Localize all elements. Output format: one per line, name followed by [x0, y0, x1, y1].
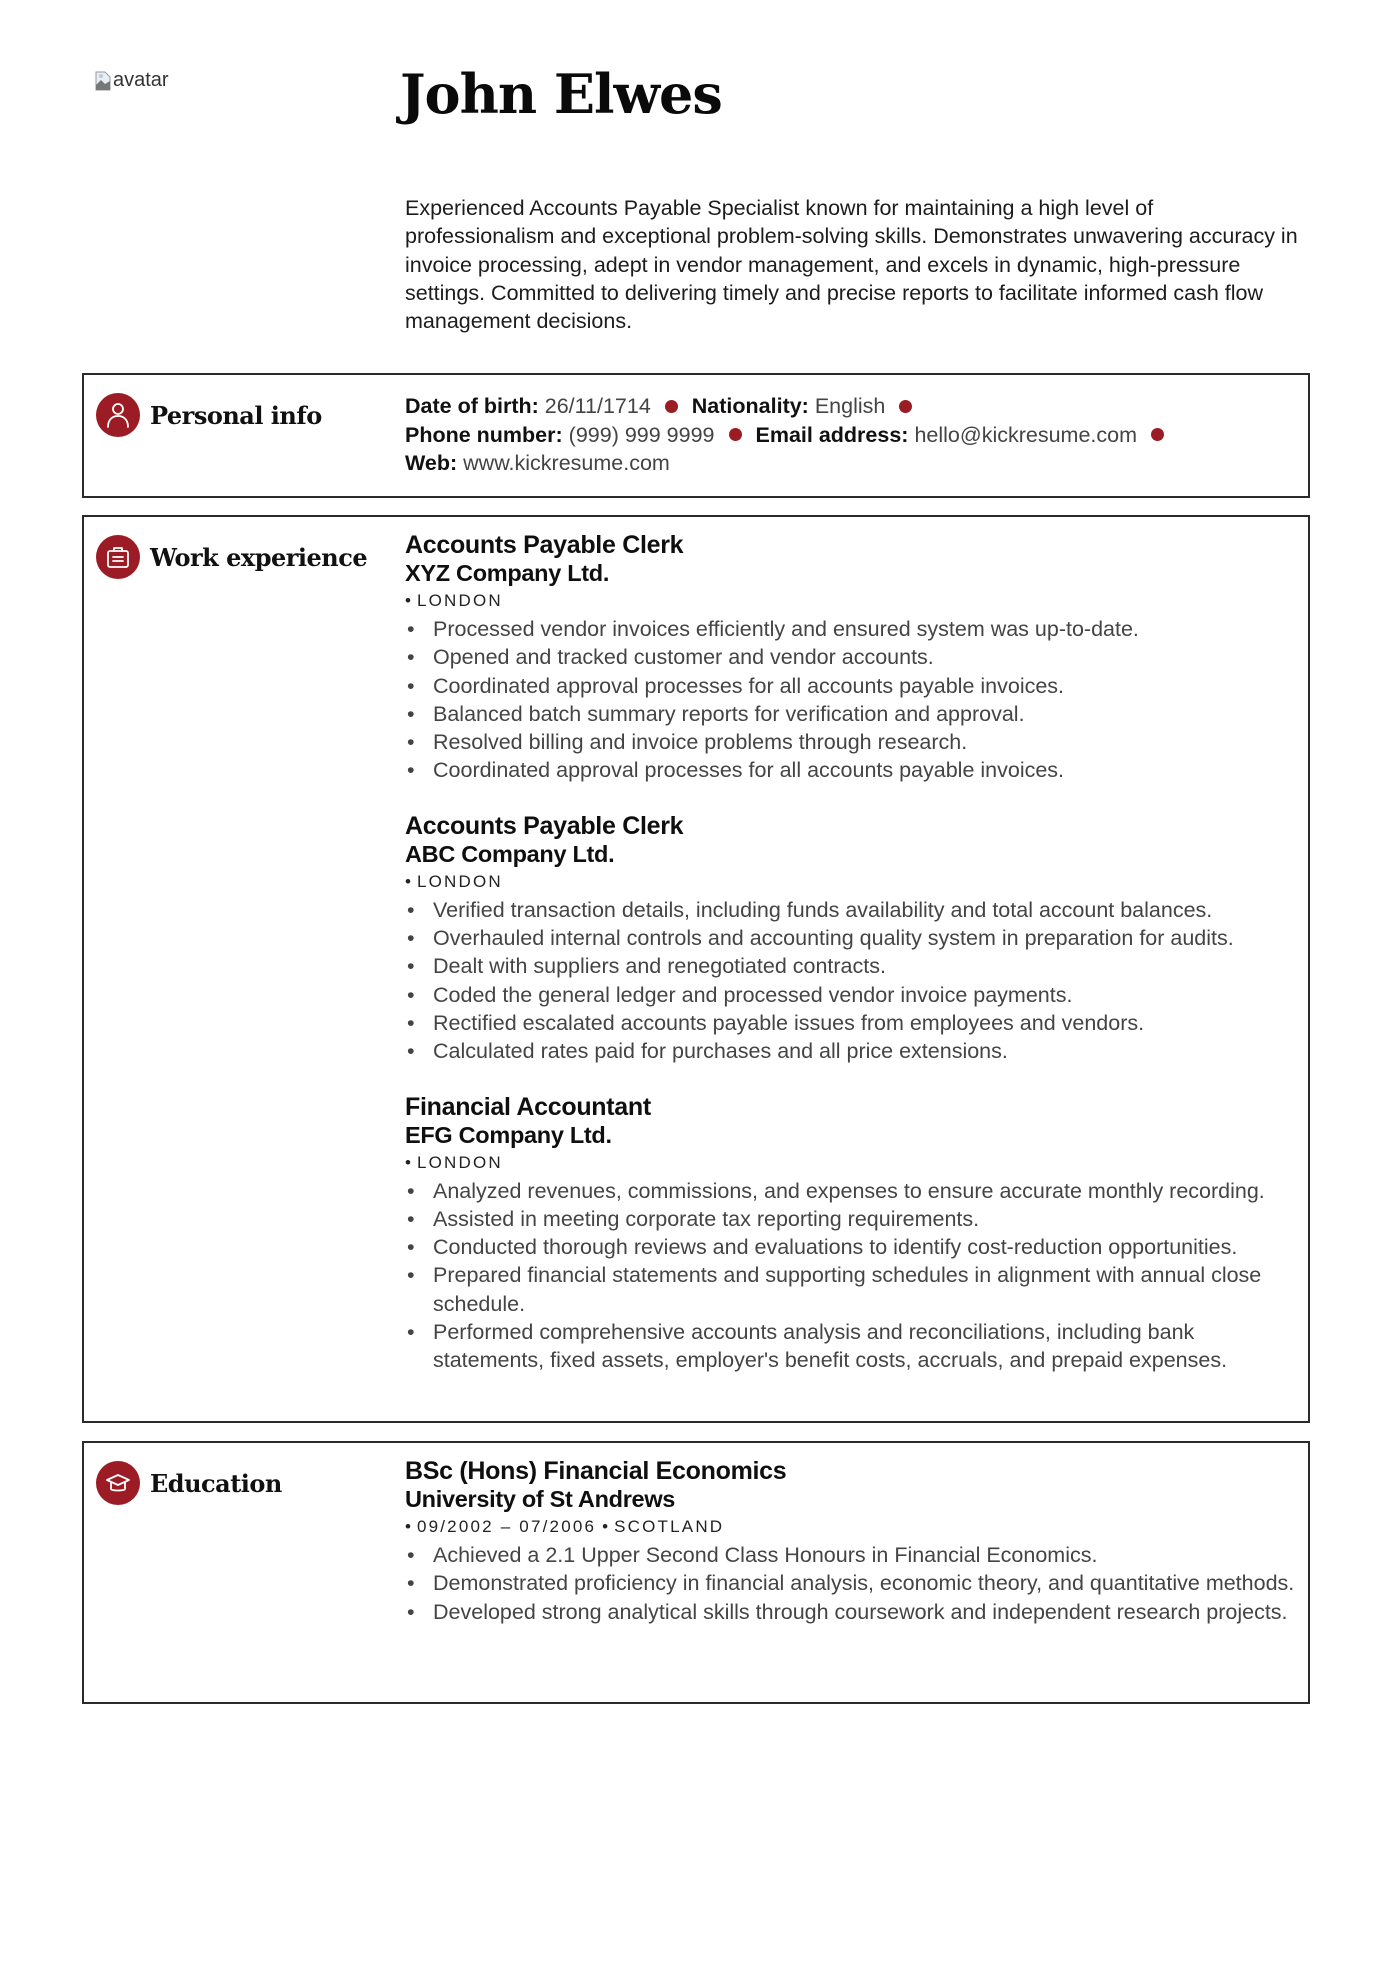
bullet-item: • Achieved a 2.1 Upper Second Class Honours in Financial Economics. — [405, 1541, 1298, 1569]
bullet-item: • Coded the general ledger and processed vendor invoice payments. — [405, 981, 1298, 1009]
email-label: Email address: — [755, 422, 909, 447]
job-location: • LONDON — [405, 1152, 503, 1172]
work-experience-section — [82, 515, 1310, 1423]
candidate-name: John Elwes — [400, 62, 722, 126]
bullet-item: • Prepared financial statements and supporting schedules in alignment with annual close schedule. — [405, 1261, 1298, 1318]
education-section — [82, 1441, 1310, 1704]
separator-dot — [899, 400, 912, 413]
graduation-cap-icon — [96, 1461, 140, 1505]
bullet-item: • Resolved billing and invoice problems through research. — [405, 728, 1298, 756]
section-title: Work experience — [150, 542, 368, 572]
broken-image-icon — [95, 71, 111, 91]
bullet-item: • Balanced batch summary reports for verification and approval. — [405, 700, 1298, 728]
job-location-text: LONDON — [416, 871, 503, 891]
section-title: Education — [150, 1468, 282, 1498]
job-entry — [405, 531, 1298, 785]
job-entry — [405, 812, 1298, 1066]
job-company: ABC Company Ltd. — [405, 840, 615, 867]
job-location-text: LONDON — [416, 1152, 503, 1172]
separator-dot — [729, 428, 742, 441]
school-name: University of St Andrews — [405, 1486, 676, 1512]
personal-info-line-3 — [405, 449, 1298, 478]
section-title: Personal info — [150, 400, 322, 430]
job-title: Accounts Payable Clerk — [405, 811, 684, 840]
job-company: XYZ Company Ltd. — [405, 560, 610, 586]
education-entry — [405, 1457, 1298, 1626]
education-meta: • 09/2002 – 07/2006 • SCOTLAND — [405, 1517, 725, 1536]
bullet-item: • Overhauled internal controls and accounting quality system in preparation for audits. — [405, 924, 1298, 952]
briefcase-icon — [96, 535, 140, 579]
job-bullets — [405, 896, 1298, 1066]
web-value: www.kickresume.com — [463, 451, 670, 475]
job-location: • LONDON — [405, 871, 503, 891]
job-company: EFG Company Ltd. — [405, 1121, 612, 1148]
nationality-label: Nationality: — [691, 394, 809, 418]
job-entry — [405, 1093, 1298, 1375]
personal-info-line-1 — [405, 392, 1298, 421]
email-value: hello@kickresume.com — [914, 422, 1138, 447]
user-icon — [96, 393, 140, 437]
bullet-item: • Verified transaction details, including funds availability and total account balances. — [405, 896, 1298, 924]
education-location: SCOTLAND — [614, 1517, 725, 1536]
personal-info-section — [82, 373, 1310, 498]
bullet-item: • Developed strong analytical skills through coursework and independent research projects. — [405, 1598, 1298, 1626]
phone-label: Phone number: — [405, 422, 563, 447]
degree-title: BSc (Hons) Financial Economics — [405, 1457, 787, 1485]
bullet-item: • Coordinated approval processes for all accounts payable invoices. — [405, 756, 1298, 784]
web-label: Web: — [405, 451, 458, 475]
separator-dot — [665, 400, 678, 413]
bullet-item: • Processed vendor invoices efficiently and ensured system was up-to-date. — [405, 615, 1298, 643]
personal-info-body — [405, 392, 1298, 478]
bullet-item: • Coordinated approval processes for all accounts payable invoices. — [405, 672, 1298, 700]
job-bullets — [405, 615, 1298, 785]
personal-info-line-2 — [405, 421, 1298, 450]
bullet-item: • Performed comprehensive accounts analysis and reconciliations, including bank statements, fixed assets, employer's benefit costs, accruals, and prepaid expenses. — [405, 1318, 1298, 1375]
bullet-item: • Analyzed revenues, commissions, and expenses to ensure accurate monthly recording. — [405, 1177, 1298, 1205]
education-bullets — [405, 1541, 1298, 1626]
separator-dot — [1151, 428, 1164, 441]
education-dates: 09/2002 – 07/2006 — [416, 1517, 597, 1536]
bullet-item: • Opened and tracked customer and vendor accounts. — [405, 643, 1298, 671]
bullet-item: • Rectified escalated accounts payable issues from employees and vendors. — [405, 1009, 1298, 1037]
bullet-item: • Calculated rates paid for purchases and all price extensions. — [405, 1037, 1298, 1065]
job-bullets — [405, 1177, 1298, 1375]
job-title: Accounts Payable Clerk — [405, 531, 684, 559]
bullet-item: • Conducted thorough reviews and evaluations to identify cost-reduction opportunities. — [405, 1233, 1298, 1261]
bullet-item: • Assisted in meeting corporate tax reporting requirements. — [405, 1205, 1298, 1233]
education-body — [405, 1457, 1298, 1653]
dob-value: 26/11/1714 — [544, 394, 651, 418]
job-location: • LONDON — [405, 591, 503, 610]
dob-label: Date of birth: — [405, 394, 539, 418]
work-experience-body — [405, 531, 1298, 1402]
nationality-value: English — [814, 394, 886, 418]
avatar-alt-text: avatar — [113, 69, 169, 91]
work-experience-heading — [96, 535, 367, 579]
job-title: Financial Accountant — [405, 1092, 651, 1121]
phone-value: (999) 999 9999 — [568, 422, 715, 447]
education-heading — [96, 1461, 282, 1505]
avatar — [95, 69, 169, 92]
job-location-text: LONDON — [416, 591, 503, 610]
profile-summary: Experienced Accounts Payable Specialist known for maintaining a high level of professionalism and exceptional problem-solving skills. Demonstrates unwavering accuracy in invoice processing, adept in vendor management, and excels in dynamic, high-pressure settings. Committed to delivering timely and precise reports to facilitate informed cash flow management decisions. — [405, 196, 1298, 334]
bullet-item: • Dealt with suppliers and renegotiated contracts. — [405, 952, 1298, 980]
bullet-item: • Demonstrated proficiency in financial analysis, economic theory, and quantitative methods. — [405, 1569, 1298, 1597]
personal-info-heading — [96, 393, 322, 437]
